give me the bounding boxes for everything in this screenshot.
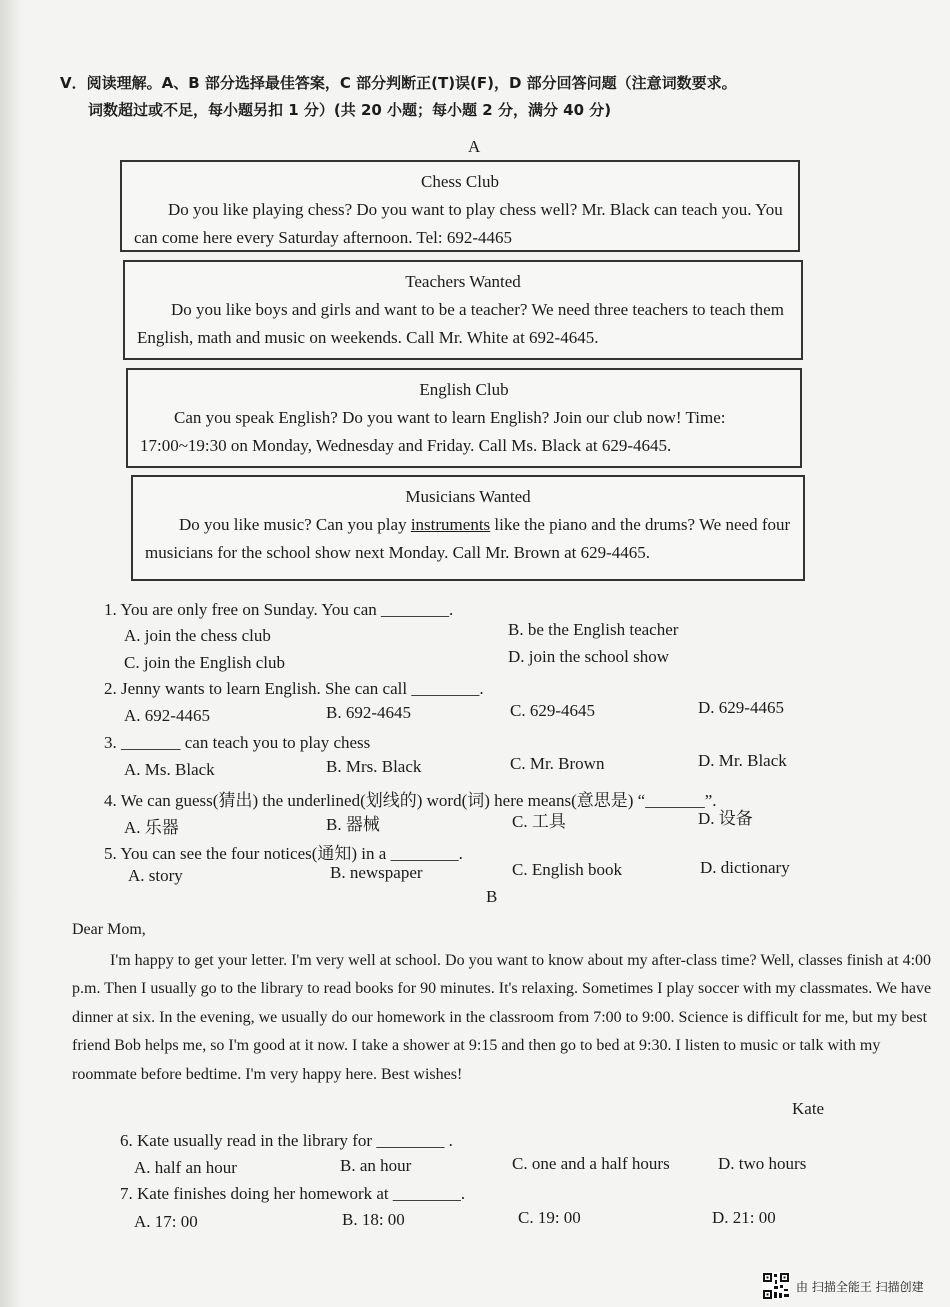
option-6c: C. one and a half hours — [512, 1154, 670, 1173]
option-3a: A. Ms. Black — [124, 760, 215, 779]
option-2b: B. 692-4645 — [326, 703, 411, 722]
watermark-text: 由 扫描全能王 扫描创建 — [796, 1279, 924, 1294]
ad-title: Musicians Wanted — [405, 487, 531, 506]
option-6b: B. an hour — [340, 1156, 412, 1175]
question-3: 3. _______ can teach you to play chess — [104, 733, 371, 752]
letter-body: I'm happy to get your letter. I'm very well at school. Do you want to know about my after-class time? Well, classes finish at 4:00 p.m. Then I usually go to the library to read books for 90 minutes. It's relaxing. Sometimes I play soccer with my classmates. We have dinner at six. In the evening, we usually do our homework in the classroom from 7:00 to 9:00. Science is difficult for me, but my best friend Bob helps me, so I'm good at it now. I take a shower at 9:15 and then go to bed at 9:30. I listen to music or talk with my roommate before bedtime. I'm very happy here. Best wishes! — [72, 951, 932, 1083]
letter-passage — [72, 916, 942, 1089]
option-2a: A. 692-4465 — [124, 706, 210, 725]
option-3d: D. Mr. Black — [698, 751, 787, 770]
header-line-2: 词数超过或不足，每小题另扣 1 分）(共 20 小题；每小题 2 分，满分 40 分) — [88, 101, 612, 119]
qr-code-icon — [762, 1272, 790, 1300]
question-7: 7. Kate finishes doing her homework at ________. — [120, 1184, 466, 1203]
option-3b: B. Mrs. Black — [326, 757, 422, 776]
option-5b: B. newspaper — [330, 863, 423, 882]
ad-body: Do you like boys and girls and want to be a teacher? We need three teachers to teach them English, math and music on weekends. Call Mr. White at 692-4645. — [137, 300, 784, 347]
option-5d: D. dictionary — [700, 858, 790, 877]
ad-body — [145, 511, 791, 567]
option-7d: D. 21: 00 — [712, 1208, 776, 1227]
option-4c: C. 工具 — [512, 812, 566, 831]
option-5a: A. story — [128, 866, 183, 885]
ad-chess-club — [120, 160, 800, 252]
ad-musicians-wanted — [131, 475, 805, 581]
scanner-watermark — [762, 1272, 924, 1300]
option-4b: B. 器械 — [326, 815, 380, 834]
question-4: 4. We can guess(猜出) the underlined(划线的) word(词) here means(意思是) “_______”. — [104, 791, 717, 810]
ad-body: Can you speak English? Do you want to learn English? Join our club now! Time: 17:00~19:30 on Monday, Wednesday and Friday. Call Ms. Black at 629-4645. — [140, 408, 726, 455]
letter-greeting: Dear Mom, — [72, 921, 146, 938]
option-4d: D. 设备 — [698, 809, 753, 828]
option-1c: C. join the English club — [124, 653, 286, 672]
scan-edge-shadow — [0, 0, 22, 1307]
ad-english-club — [126, 368, 802, 468]
question-6: 6. Kate usually read in the library for ________ . — [120, 1131, 453, 1150]
option-7c: C. 19: 00 — [518, 1208, 581, 1227]
ad-body: Do you like playing chess? Do you want to play chess well? Mr. Black can teach you. You can come here every Saturday afternoon. Tel: 692-4465 — [134, 200, 783, 247]
option-3c: C. Mr. Brown — [510, 754, 605, 773]
question-1: 1. You are only free on Sunday. You can ________. — [104, 600, 454, 619]
option-4a: A. 乐器 — [124, 818, 179, 837]
option-1d: D. join the school show — [508, 647, 670, 666]
ad-title: Chess Club — [421, 172, 499, 191]
option-6a: A. half an hour — [134, 1158, 237, 1177]
section-header — [60, 70, 900, 124]
option-1b: B. be the English teacher — [508, 620, 679, 639]
ad-title: Teachers Wanted — [405, 272, 521, 291]
option-2d: D. 629-4465 — [698, 698, 784, 717]
underlined-word: instruments — [410, 515, 491, 534]
option-7a: A. 17: 00 — [134, 1212, 198, 1231]
question-2: 2. Jenny wants to learn English. She can call ________. — [104, 679, 484, 698]
section-b-letter: B — [486, 887, 498, 906]
option-6d: D. two hours — [718, 1154, 807, 1173]
header-line-1: V．阅读理解。A、B 部分选择最佳答案，C 部分判断正(T)误(F)，D 部分回答问题（注意词数要求。 — [60, 74, 737, 92]
ad-title: English Club — [419, 380, 509, 399]
option-1a: A. join the chess club — [124, 626, 271, 645]
option-2c: C. 629-4645 — [510, 701, 595, 720]
section-a-letter: A — [468, 137, 481, 156]
option-5c: C. English book — [512, 860, 623, 879]
ad-body-text: Do you like music? Can you play — [179, 515, 411, 534]
question-5: 5. You can see the four notices(通知) in a ________. — [104, 844, 463, 863]
option-7b: B. 18: 00 — [342, 1210, 405, 1229]
ad-body-text: like the piano and the drums? We need four musicians for the school show next Monday. Call Mr. Brown at 629-4465. — [145, 515, 791, 562]
letter-signature: Kate — [792, 1099, 825, 1118]
ad-teachers-wanted — [123, 260, 803, 360]
